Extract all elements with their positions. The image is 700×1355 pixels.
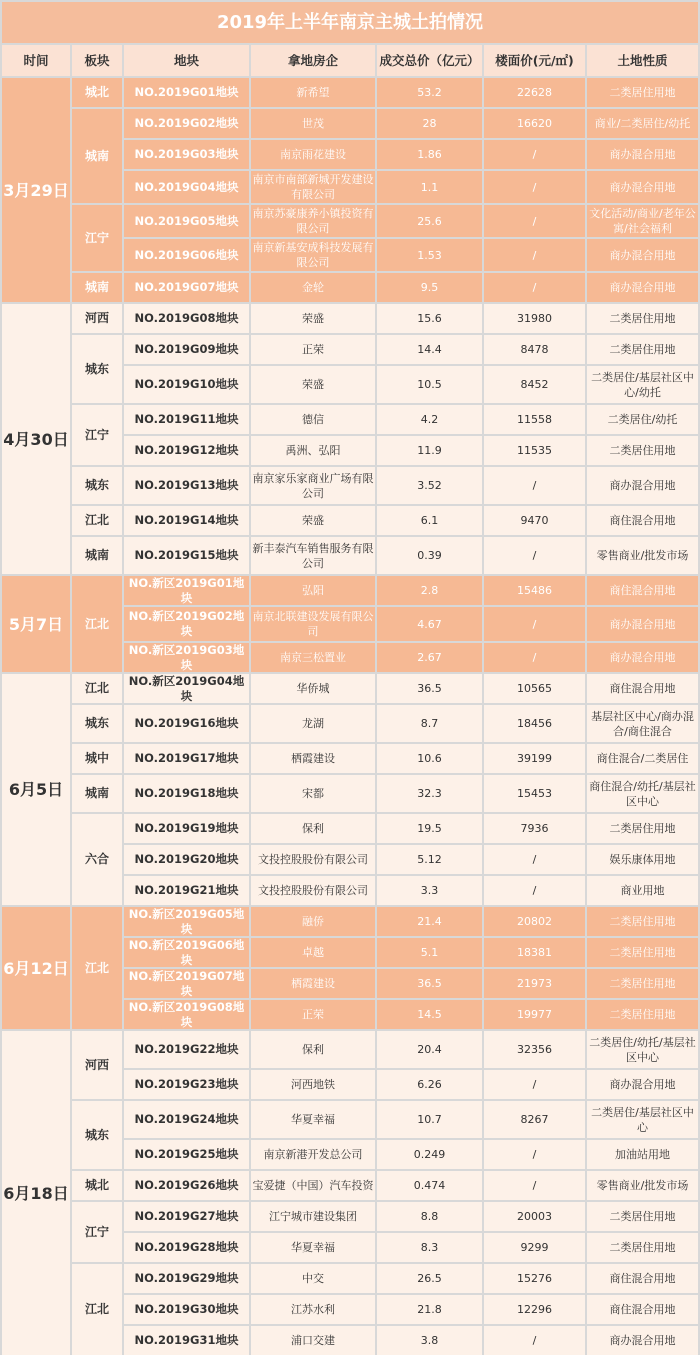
floor-price-cell: 20802 (484, 907, 585, 936)
company-cell: 新希望 (251, 78, 375, 107)
total-price-cell: 6.26 (377, 1070, 482, 1099)
header-land-nature: 土地性质 (587, 45, 698, 76)
district-cell: 城南 (72, 273, 122, 302)
land-nature-cell: 商办混合用地 (587, 467, 698, 504)
plot-cell: NO.2019G06地块 (124, 239, 249, 271)
total-price-cell: 28 (377, 109, 482, 138)
floor-price-cell: 8478 (484, 335, 585, 364)
floor-price-cell: / (484, 643, 585, 672)
floor-price-cell: 15276 (484, 1264, 585, 1293)
company-cell: 新丰泰汽车销售服务有限公司 (251, 537, 375, 574)
total-price-cell: 2.67 (377, 643, 482, 672)
district-cell: 城南 (72, 775, 122, 812)
floor-price-cell: 11535 (484, 436, 585, 465)
floor-price-cell: 8452 (484, 366, 585, 403)
total-price-cell: 0.39 (377, 537, 482, 574)
header-plot: 地块 (124, 45, 249, 76)
plot-cell: NO.2019G22地块 (124, 1031, 249, 1068)
plot-cell: NO.2019G03地块 (124, 140, 249, 169)
district-cell: 城东 (72, 1101, 122, 1169)
land-nature-cell: 商业/二类居住/幼托 (587, 109, 698, 138)
floor-price-cell: / (484, 537, 585, 574)
land-nature-cell: 零售商业/批发市场 (587, 1171, 698, 1200)
floor-price-cell: 20003 (484, 1202, 585, 1231)
floor-price-cell: / (484, 1326, 585, 1355)
plot-cell: NO.2019G02地块 (124, 109, 249, 138)
land-nature-cell: 商办混合用地 (587, 1070, 698, 1099)
floor-price-cell: 9470 (484, 506, 585, 535)
land-nature-cell: 二类居住/基层社区中心 (587, 1101, 698, 1138)
company-cell: 南京雨花建设 (251, 140, 375, 169)
plot-cell: NO.新区2019G07地块 (124, 969, 249, 998)
district-cell: 城东 (72, 467, 122, 504)
floor-price-cell: 18456 (484, 705, 585, 742)
land-nature-cell: 商住混合用地 (587, 1264, 698, 1293)
land-nature-cell: 商住混合/二类居住 (587, 744, 698, 773)
plot-cell: NO.2019G30地块 (124, 1295, 249, 1324)
company-cell: 卓越 (251, 938, 375, 967)
company-cell: 浦口交建 (251, 1326, 375, 1355)
plot-cell: NO.新区2019G03地块 (124, 643, 249, 672)
land-nature-cell: 二类居住用地 (587, 814, 698, 843)
total-price-cell: 10.5 (377, 366, 482, 403)
total-price-cell: 1.1 (377, 171, 482, 203)
company-cell: 江苏水利 (251, 1295, 375, 1324)
land-nature-cell: 二类居住用地 (587, 78, 698, 107)
total-price-cell: 20.4 (377, 1031, 482, 1068)
plot-cell: NO.新区2019G05地块 (124, 907, 249, 936)
plot-cell: NO.2019G28地块 (124, 1233, 249, 1262)
land-nature-cell: 商住混合用地 (587, 506, 698, 535)
company-cell: 宋都 (251, 775, 375, 812)
land-nature-cell: 二类居住用地 (587, 335, 698, 364)
district-cell: 河西 (72, 1031, 122, 1099)
floor-price-cell: 8267 (484, 1101, 585, 1138)
district-cell: 城北 (72, 1171, 122, 1200)
total-price-cell: 15.6 (377, 304, 482, 333)
total-price-cell: 4.67 (377, 607, 482, 641)
company-cell: 南京新基安成科技发展有限公司 (252, 241, 374, 269)
floor-price-cell: / (484, 1171, 585, 1200)
plot-cell: NO.2019G17地块 (124, 744, 249, 773)
plot-cell: NO.2019G31地块 (124, 1326, 249, 1355)
land-nature-cell: 娱乐康体用地 (587, 845, 698, 874)
company-cell: 文投控股股份有限公司 (251, 876, 375, 905)
land-nature-cell: 商住混合用地 (587, 1295, 698, 1324)
total-price-cell: 1.53 (377, 239, 482, 271)
plot-cell: NO.2019G09地块 (124, 335, 249, 364)
plot-cell: NO.2019G15地块 (124, 537, 249, 574)
floor-price-cell: 7936 (484, 814, 585, 843)
company-cell: 荣盛 (251, 506, 375, 535)
district-cell: 江宁 (72, 405, 122, 465)
district-cell: 城中 (72, 744, 122, 773)
land-nature-cell: 商办混合用地 (587, 273, 698, 302)
district-cell: 江宁 (72, 1202, 122, 1262)
total-price-cell: 3.52 (377, 467, 482, 504)
land-nature-cell: 商办混合用地 (587, 643, 698, 672)
floor-price-cell: / (484, 845, 585, 874)
total-price-cell: 21.4 (377, 907, 482, 936)
total-price-cell: 6.1 (377, 506, 482, 535)
district-cell: 河西 (72, 304, 122, 333)
company-cell: 荣盛 (251, 304, 375, 333)
company-cell: 南京家乐家商业广场有限公司 (251, 467, 375, 504)
land-nature-cell: 加油站用地 (587, 1140, 698, 1169)
floor-price-cell: / (484, 467, 585, 504)
company-cell: 融侨 (251, 907, 375, 936)
date-cell: 3月29日 (2, 78, 70, 302)
date-cell: 6月12日 (2, 907, 70, 1029)
floor-price-cell: / (484, 171, 585, 203)
total-price-cell: 3.8 (377, 1326, 482, 1355)
date-cell: 4月30日 (2, 304, 70, 574)
plot-cell: NO.2019G05地块 (124, 205, 249, 237)
header-time: 时间 (2, 45, 70, 76)
company-cell: 南京市南部新城开发建设有限公司 (252, 173, 374, 201)
land-nature-cell: 零售商业/批发市场 (587, 537, 698, 574)
floor-price-cell: 19977 (484, 1000, 585, 1029)
district-cell: 江宁 (72, 205, 122, 271)
plot-cell: NO.新区2019G06地块 (124, 938, 249, 967)
district-cell: 城南 (72, 109, 122, 203)
floor-price-cell: 32356 (484, 1031, 585, 1068)
company-cell: 南京新港开发总公司 (251, 1140, 375, 1169)
plot-cell: NO.2019G19地块 (124, 814, 249, 843)
floor-price-cell: / (484, 140, 585, 169)
header-total-price: 成交总价（亿元） (377, 45, 482, 76)
land-nature-cell: 二类居住/基层社区中心/幼托 (587, 366, 698, 403)
total-price-cell: 4.2 (377, 405, 482, 434)
company-cell: 弘阳 (251, 576, 375, 605)
land-nature-cell: 二类居住用地 (587, 436, 698, 465)
total-price-cell: 0.474 (377, 1171, 482, 1200)
floor-price-cell: / (484, 1070, 585, 1099)
floor-price-cell: 15486 (484, 576, 585, 605)
header-floor-price: 楼面价(元/㎡) (484, 45, 585, 76)
district-cell: 江北 (72, 506, 122, 535)
land-nature-cell: 二类居住用地 (587, 938, 698, 967)
floor-price-cell: / (484, 876, 585, 905)
district-cell: 六合 (72, 814, 122, 905)
company-cell: 文投控股股份有限公司 (251, 845, 375, 874)
total-price-cell: 25.6 (377, 205, 482, 237)
land-nature-cell: 文化活动/商业/老年公寓/社会福利 (587, 205, 698, 237)
header-company: 拿地房企 (251, 45, 375, 76)
plot-cell: NO.2019G13地块 (124, 467, 249, 504)
land-nature-cell: 二类居住用地 (587, 1000, 698, 1029)
total-price-cell: 2.8 (377, 576, 482, 605)
plot-cell: NO.2019G27地块 (124, 1202, 249, 1231)
floor-price-cell: 22628 (484, 78, 585, 107)
total-price-cell: 14.5 (377, 1000, 482, 1029)
total-price-cell: 11.9 (377, 436, 482, 465)
plot-cell: NO.新区2019G02地块 (124, 607, 249, 641)
total-price-cell: 9.5 (377, 273, 482, 302)
total-price-cell: 5.12 (377, 845, 482, 874)
plot-cell: NO.2019G14地块 (124, 506, 249, 535)
company-cell: 金轮 (251, 273, 375, 302)
plot-cell: NO.2019G01地块 (124, 78, 249, 107)
plot-cell: NO.2019G18地块 (124, 775, 249, 812)
company-cell: 华侨城 (251, 674, 375, 703)
plot-cell: NO.2019G11地块 (124, 405, 249, 434)
company-cell: 南京北联建设发展有限公司 (251, 607, 375, 641)
company-cell: 保利 (251, 1031, 375, 1068)
total-price-cell: 5.1 (377, 938, 482, 967)
plot-cell: NO.2019G21地块 (124, 876, 249, 905)
floor-price-cell: / (484, 239, 585, 271)
plot-cell: NO.新区2019G08地块 (124, 1000, 249, 1029)
plot-cell: NO.2019G04地块 (124, 171, 249, 203)
date-cell: 6月18日 (2, 1031, 70, 1355)
total-price-cell: 53.2 (377, 78, 482, 107)
floor-price-cell: 39199 (484, 744, 585, 773)
company-cell: 华夏幸福 (251, 1233, 375, 1262)
plot-cell: NO.2019G24地块 (124, 1101, 249, 1138)
company-cell: 荣盛 (251, 366, 375, 403)
land-nature-cell: 二类居住用地 (587, 907, 698, 936)
company-cell: 南京三松置业 (251, 643, 375, 672)
floor-price-cell: 10565 (484, 674, 585, 703)
land-nature-cell: 二类居住用地 (587, 304, 698, 333)
district-cell: 江北 (72, 907, 122, 1029)
plot-cell: NO.2019G08地块 (124, 304, 249, 333)
plot-cell: NO.2019G07地块 (124, 273, 249, 302)
floor-price-cell: 12296 (484, 1295, 585, 1324)
company-cell: 禹洲、弘阳 (251, 436, 375, 465)
total-price-cell: 8.8 (377, 1202, 482, 1231)
company-cell: 华夏幸福 (251, 1101, 375, 1138)
company-cell: 栖霞建设 (251, 744, 375, 773)
total-price-cell: 26.5 (377, 1264, 482, 1293)
district-cell: 江北 (72, 674, 122, 703)
date-cell: 6月5日 (2, 674, 70, 905)
total-price-cell: 14.4 (377, 335, 482, 364)
district-cell: 江北 (72, 576, 122, 672)
plot-cell: NO.新区2019G04地块 (124, 674, 249, 703)
district-cell: 城南 (72, 537, 122, 574)
plot-cell: NO.2019G25地块 (124, 1140, 249, 1169)
company-cell: 南京苏豪康养小镇投资有限公司 (252, 207, 374, 235)
company-cell: 龙湖 (251, 705, 375, 742)
company-cell: 世茂 (251, 109, 375, 138)
company-cell: 宝爱捷（中国）汽车投资 (251, 1171, 375, 1200)
total-price-cell: 10.6 (377, 744, 482, 773)
company-cell: 江宁城市建设集团 (251, 1202, 375, 1231)
land-nature-cell: 商办混合用地 (587, 239, 698, 271)
total-price-cell: 10.7 (377, 1101, 482, 1138)
district-cell: 城北 (72, 78, 122, 107)
total-price-cell: 32.3 (377, 775, 482, 812)
floor-price-cell: 11558 (484, 405, 585, 434)
plot-cell: NO.2019G10地块 (124, 366, 249, 403)
floor-price-cell: / (484, 1140, 585, 1169)
floor-price-cell: 9299 (484, 1233, 585, 1262)
land-nature-cell: 商住混合用地 (587, 674, 698, 703)
floor-price-cell: 21973 (484, 969, 585, 998)
company-cell: 河西地铁 (251, 1070, 375, 1099)
land-nature-cell: 商业用地 (587, 876, 698, 905)
company-cell: 中交 (251, 1264, 375, 1293)
total-price-cell: 8.3 (377, 1233, 482, 1262)
total-price-cell: 36.5 (377, 969, 482, 998)
land-nature-cell: 商办混合用地 (587, 140, 698, 169)
land-nature-cell: 商办混合用地 (587, 1326, 698, 1355)
header-district: 板块 (72, 45, 122, 76)
land-nature-cell: 商住混合用地 (587, 576, 698, 605)
company-cell: 德信 (251, 405, 375, 434)
company-cell: 栖霞建设 (251, 969, 375, 998)
land-nature-cell: 二类居住/幼托/基层社区中心 (587, 1031, 698, 1068)
land-nature-cell: 商办混合用地 (587, 607, 698, 641)
floor-price-cell: 18381 (484, 938, 585, 967)
land-nature-cell: 商住混合/幼托/基层社区中心 (587, 775, 698, 812)
total-price-cell: 19.5 (377, 814, 482, 843)
district-cell: 江北 (72, 1264, 122, 1355)
land-nature-cell: 商办混合用地 (587, 171, 698, 203)
floor-price-cell: 31980 (484, 304, 585, 333)
land-nature-cell: 二类居住用地 (587, 969, 698, 998)
floor-price-cell: / (484, 607, 585, 641)
plot-cell: NO.2019G29地块 (124, 1264, 249, 1293)
company-cell: 保利 (251, 814, 375, 843)
total-price-cell: 3.3 (377, 876, 482, 905)
land-nature-cell: 二类居住用地 (587, 1233, 698, 1262)
total-price-cell: 36.5 (377, 674, 482, 703)
plot-cell: NO.2019G12地块 (124, 436, 249, 465)
total-price-cell: 1.86 (377, 140, 482, 169)
district-cell: 城东 (72, 705, 122, 742)
land-nature-cell: 基层社区中心/商办混合/商住混合 (587, 705, 698, 742)
company-cell: 正荣 (251, 1000, 375, 1029)
floor-price-cell: 16620 (484, 109, 585, 138)
plot-cell: NO.2019G23地块 (124, 1070, 249, 1099)
plot-cell: NO.2019G26地块 (124, 1171, 249, 1200)
company-cell: 正荣 (251, 335, 375, 364)
land-nature-cell: 二类居住/幼托 (587, 405, 698, 434)
total-price-cell: 8.7 (377, 705, 482, 742)
table-title: 2019年上半年南京主城土拍情况 (2, 2, 698, 43)
date-cell: 5月7日 (2, 576, 70, 672)
total-price-cell: 0.249 (377, 1140, 482, 1169)
plot-cell: NO.2019G20地块 (124, 845, 249, 874)
total-price-cell: 21.8 (377, 1295, 482, 1324)
district-cell: 城东 (72, 335, 122, 403)
floor-price-cell: 15453 (484, 775, 585, 812)
floor-price-cell: / (484, 205, 585, 237)
land-nature-cell: 二类居住用地 (587, 1202, 698, 1231)
plot-cell: NO.2019G16地块 (124, 705, 249, 742)
plot-cell: NO.新区2019G01地块 (124, 576, 249, 605)
floor-price-cell: / (484, 273, 585, 302)
